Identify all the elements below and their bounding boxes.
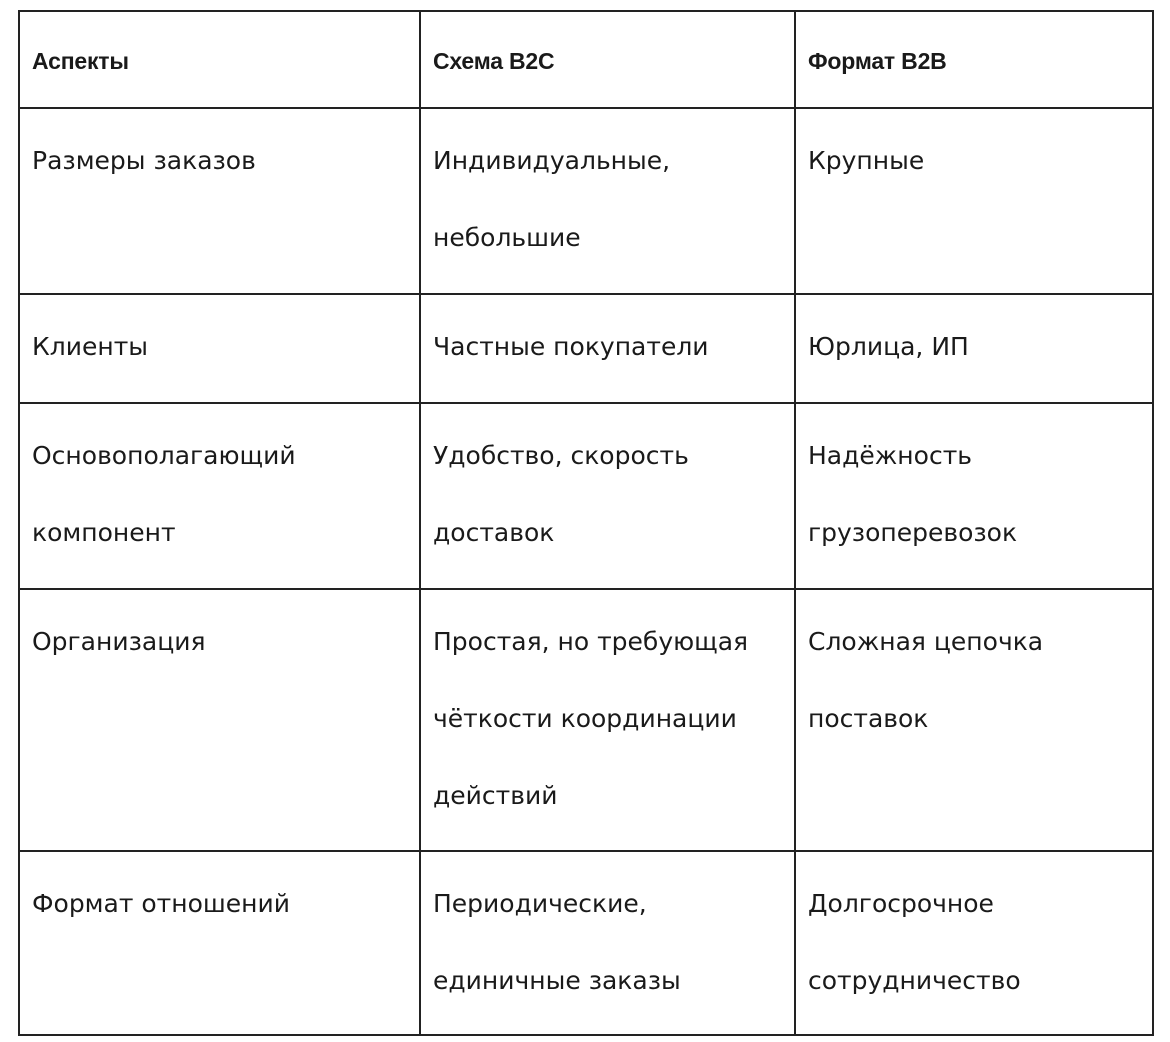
cell-text: Простая, но требующая чёткости координации действий [433,627,749,810]
cell-text: Организация [32,627,206,656]
cell-text: Юрлица, ИП [808,332,969,361]
table-cell [420,589,795,851]
table-cell [19,851,420,1035]
table-row [19,589,1153,851]
table-header [19,11,1153,108]
table-cell [420,294,795,403]
cell-text: Долгосрочное сотрудничество [808,889,1021,995]
cell-text: Крупные [808,146,925,175]
table-body [19,108,1153,1035]
header-cell-b2b: Формат B2B [795,11,1153,108]
comparison-table [18,10,1154,1036]
table-row [19,108,1153,294]
table-row [19,403,1153,589]
table-cell [795,851,1153,1035]
table-row [19,294,1153,403]
cell-text: Периодические, единичные заказы [433,889,681,995]
table-cell [420,851,795,1035]
cell-text: Основополагающий компонент [32,441,296,547]
header-cell-aspects: Аспекты [19,11,420,108]
table-cell [795,294,1153,403]
table-row [19,851,1153,1035]
cell-text: Клиенты [32,332,149,361]
table-cell [420,403,795,589]
table-cell [19,403,420,589]
header-cell-b2c: Схема B2C [420,11,795,108]
table-cell [19,589,420,851]
cell-text: Удобство, скорость доставок [433,441,689,547]
table-cell [795,108,1153,294]
table-cell [795,589,1153,851]
table-cell [19,294,420,403]
table-cell [19,108,420,294]
cell-text: Формат отношений [32,889,290,918]
cell-text: Размеры заказов [32,146,256,175]
cell-text: Частные покупатели [433,332,709,361]
cell-text: Сложная цепочка поставок [808,627,1044,733]
cell-text: Надёжность грузоперевозок [808,441,1018,547]
cell-text: Индивидуальные, небольшие [433,146,671,252]
table-cell [420,108,795,294]
header-row [19,11,1153,108]
table-cell [795,403,1153,589]
